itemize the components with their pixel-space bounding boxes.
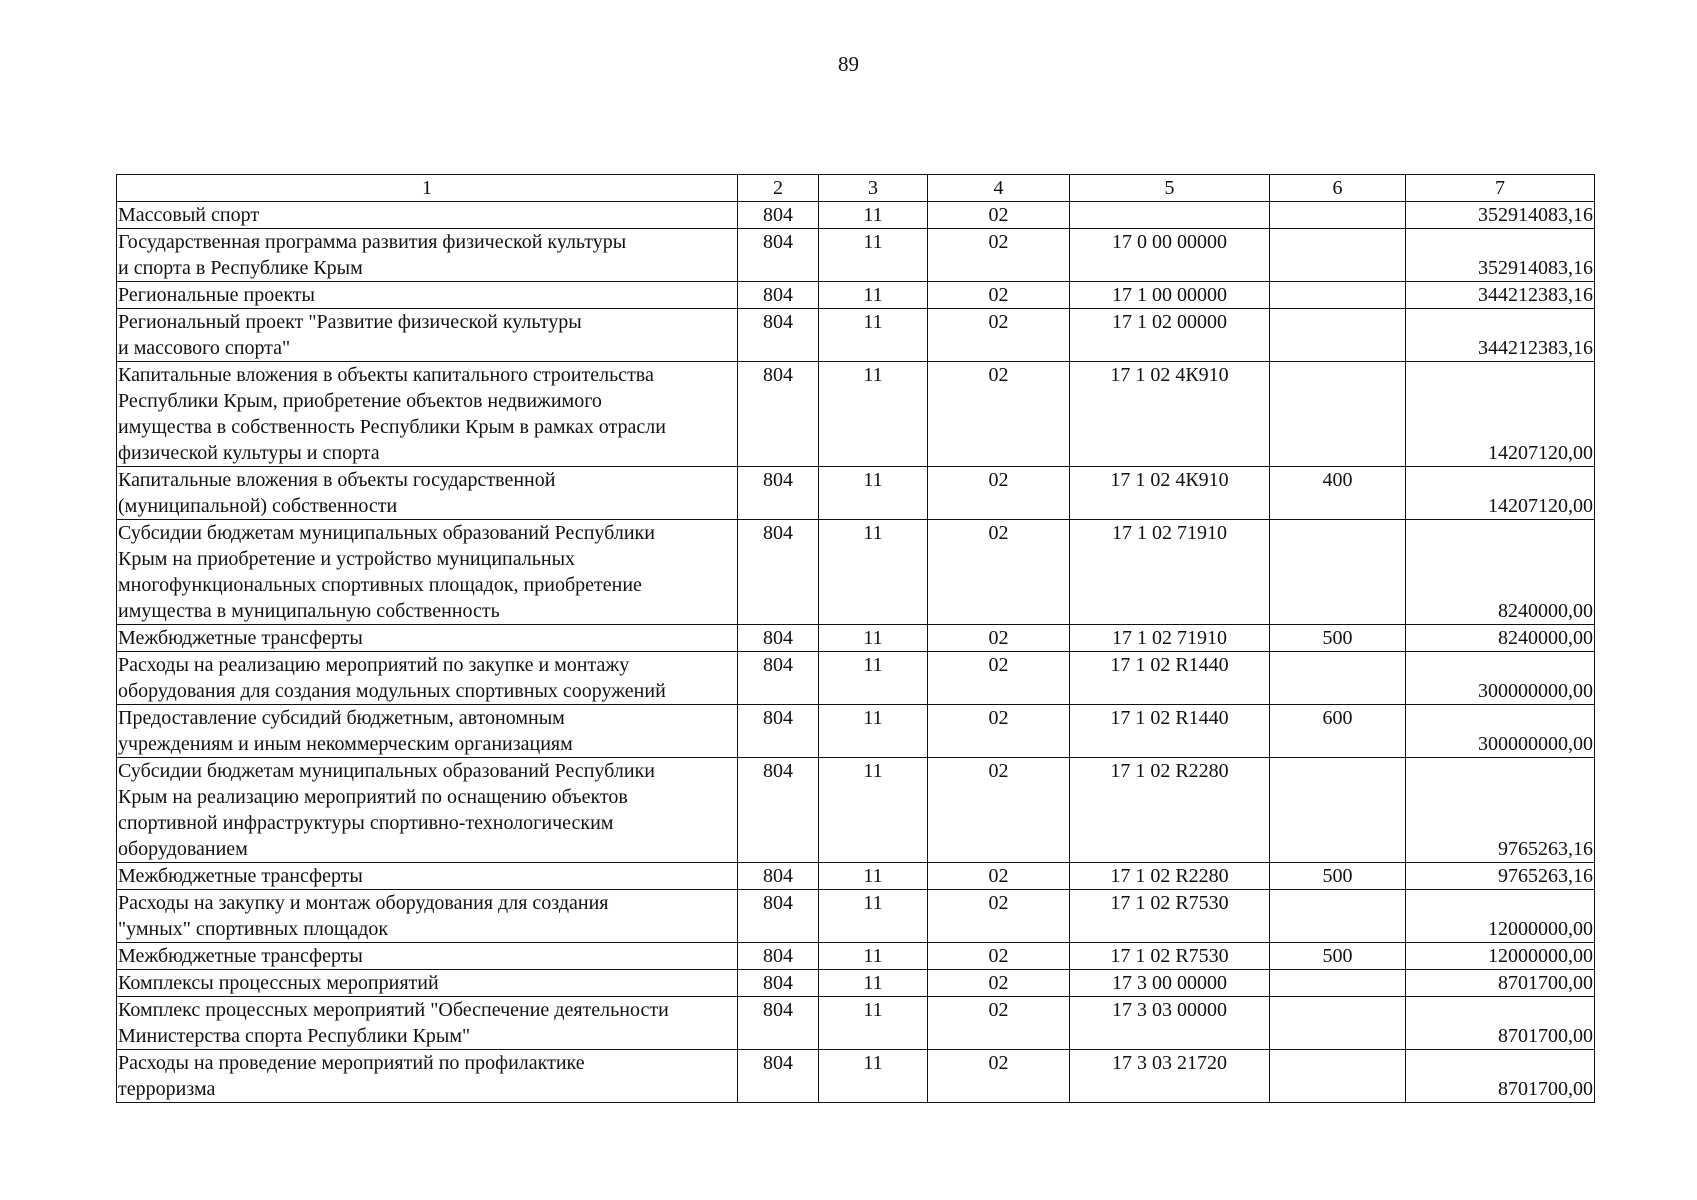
expense-name-cell: Субсидии бюджетам муниципальных образований Республики Крым на реализацию мероприятий по оснащению объектов спортивной инфраструктуры спортивно-технологическим оборудованием <box>117 758 738 863</box>
subsection-code-cell: 02 <box>928 309 1070 362</box>
expense-name-cell: Расходы на закупку и монтаж оборудования для создания "умных" спортивных площадок <box>117 890 738 943</box>
expense-name-cell: Межбюджетные трансферты <box>117 863 738 890</box>
target-article-cell: 17 1 02 R7530 <box>1070 890 1270 943</box>
ministry-code-cell: 804 <box>738 625 819 652</box>
table-row <box>117 625 1595 652</box>
amount-cell: 8701700,00 <box>1406 997 1595 1050</box>
ministry-code-cell: 804 <box>738 943 819 970</box>
ministry-code-cell: 804 <box>738 970 819 997</box>
expense-type-cell <box>1270 202 1406 229</box>
amount-cell: 9765263,16 <box>1406 863 1595 890</box>
amount-cell: 8240000,00 <box>1406 520 1595 625</box>
section-code-cell: 11 <box>819 652 928 705</box>
target-article-cell: 17 3 00 00000 <box>1070 970 1270 997</box>
amount-cell: 8701700,00 <box>1406 970 1595 997</box>
expense-type-cell: 600 <box>1270 705 1406 758</box>
ministry-code-cell: 804 <box>738 890 819 943</box>
expense-name-cell: Комплекс процессных мероприятий "Обеспечение деятельности Министерства спорта Республики Крым" <box>117 997 738 1050</box>
expense-name-cell: Государственная программа развития физической культуры и спорта в Республике Крым <box>117 229 738 282</box>
subsection-code-cell: 02 <box>928 997 1070 1050</box>
amount-cell: 14207120,00 <box>1406 362 1595 467</box>
amount-cell: 352914083,16 <box>1406 202 1595 229</box>
subsection-code-cell: 02 <box>928 758 1070 863</box>
table-row <box>117 229 1595 282</box>
budget-table <box>116 174 1595 1103</box>
section-code-cell: 11 <box>819 1050 928 1103</box>
section-code-cell: 11 <box>819 309 928 362</box>
subsection-code-cell: 02 <box>928 943 1070 970</box>
expense-type-cell <box>1270 997 1406 1050</box>
table-body <box>117 202 1595 1103</box>
expense-type-cell <box>1270 229 1406 282</box>
expense-type-cell <box>1270 758 1406 863</box>
target-article-cell <box>1070 202 1270 229</box>
expense-name-cell: Комплексы процессных мероприятий <box>117 970 738 997</box>
target-article-cell: 17 1 02 R2280 <box>1070 863 1270 890</box>
ministry-code-cell: 804 <box>738 652 819 705</box>
section-code-cell: 11 <box>819 362 928 467</box>
subsection-code-cell: 02 <box>928 282 1070 309</box>
target-article-cell: 17 1 02 00000 <box>1070 309 1270 362</box>
subsection-code-cell: 02 <box>928 1050 1070 1103</box>
ministry-code-cell: 804 <box>738 758 819 863</box>
amount-cell: 12000000,00 <box>1406 890 1595 943</box>
ministry-code-cell: 804 <box>738 467 819 520</box>
ministry-code-cell: 804 <box>738 309 819 362</box>
ministry-code-cell: 804 <box>738 705 819 758</box>
amount-cell: 8701700,00 <box>1406 1050 1595 1103</box>
target-article-cell: 17 1 02 4К910 <box>1070 467 1270 520</box>
column-header-6: 6 <box>1270 175 1406 202</box>
expense-name-cell: Капитальные вложения в объекты государственной (муниципальной) собственности <box>117 467 738 520</box>
section-code-cell: 11 <box>819 625 928 652</box>
subsection-code-cell: 02 <box>928 890 1070 943</box>
column-header-7: 7 <box>1406 175 1595 202</box>
amount-cell: 300000000,00 <box>1406 705 1595 758</box>
target-article-cell: 17 0 00 00000 <box>1070 229 1270 282</box>
amount-cell: 14207120,00 <box>1406 467 1595 520</box>
target-article-cell: 17 1 02 R7530 <box>1070 943 1270 970</box>
subsection-code-cell: 02 <box>928 863 1070 890</box>
target-article-cell: 17 1 02 R1440 <box>1070 705 1270 758</box>
expense-type-cell: 500 <box>1270 625 1406 652</box>
section-code-cell: 11 <box>819 705 928 758</box>
page-number: 89 <box>838 52 859 76</box>
table-row <box>117 1050 1595 1103</box>
section-code-cell: 11 <box>819 997 928 1050</box>
table-row <box>117 863 1595 890</box>
expense-type-cell <box>1270 970 1406 997</box>
expense-type-cell <box>1270 652 1406 705</box>
subsection-code-cell: 02 <box>928 362 1070 467</box>
expense-type-cell <box>1270 890 1406 943</box>
expense-name-cell: Расходы на реализацию мероприятий по закупке и монтажу оборудования для создания модульных спортивных сооружений <box>117 652 738 705</box>
table-row <box>117 970 1595 997</box>
expense-name-cell: Межбюджетные трансферты <box>117 625 738 652</box>
target-article-cell: 17 3 03 21720 <box>1070 1050 1270 1103</box>
column-header-5: 5 <box>1070 175 1270 202</box>
column-header-3: 3 <box>819 175 928 202</box>
ministry-code-cell: 804 <box>738 229 819 282</box>
amount-cell: 344212383,16 <box>1406 282 1595 309</box>
expense-name-cell: Субсидии бюджетам муниципальных образований Республики Крым на приобретение и устройство муниципальных многофункциональных спортивных площадок, приобретение имущества в муниципальную собственность <box>117 520 738 625</box>
expense-name-cell: Массовый спорт <box>117 202 738 229</box>
subsection-code-cell: 02 <box>928 467 1070 520</box>
table-row <box>117 652 1595 705</box>
table-row <box>117 202 1595 229</box>
ministry-code-cell: 804 <box>738 282 819 309</box>
section-code-cell: 11 <box>819 758 928 863</box>
target-article-cell: 17 1 02 R2280 <box>1070 758 1270 863</box>
table-row <box>117 943 1595 970</box>
table-row <box>117 705 1595 758</box>
table-row <box>117 362 1595 467</box>
target-article-cell: 17 1 02 4К910 <box>1070 362 1270 467</box>
section-code-cell: 11 <box>819 467 928 520</box>
section-code-cell: 11 <box>819 943 928 970</box>
expense-name-cell: Региональные проекты <box>117 282 738 309</box>
expense-name-cell: Расходы на проведение мероприятий по профилактике терроризма <box>117 1050 738 1103</box>
table-row <box>117 758 1595 863</box>
expense-type-cell <box>1270 362 1406 467</box>
target-article-cell: 17 3 03 00000 <box>1070 997 1270 1050</box>
section-code-cell: 11 <box>819 202 928 229</box>
table-row <box>117 890 1595 943</box>
ministry-code-cell: 804 <box>738 863 819 890</box>
subsection-code-cell: 02 <box>928 625 1070 652</box>
column-header-4: 4 <box>928 175 1070 202</box>
section-code-cell: 11 <box>819 520 928 625</box>
expense-name-cell: Предоставление субсидий бюджетным, автономным учреждениям и иным некоммерческим организациям <box>117 705 738 758</box>
table-row <box>117 467 1595 520</box>
expense-name-cell: Межбюджетные трансферты <box>117 943 738 970</box>
subsection-code-cell: 02 <box>928 229 1070 282</box>
expense-type-cell <box>1270 282 1406 309</box>
ministry-code-cell: 804 <box>738 520 819 625</box>
table-row <box>117 282 1595 309</box>
expense-type-cell: 500 <box>1270 863 1406 890</box>
subsection-code-cell: 02 <box>928 520 1070 625</box>
subsection-code-cell: 02 <box>928 202 1070 229</box>
column-header-2: 2 <box>738 175 819 202</box>
amount-cell: 300000000,00 <box>1406 652 1595 705</box>
expense-type-cell <box>1270 1050 1406 1103</box>
expense-type-cell: 400 <box>1270 467 1406 520</box>
section-code-cell: 11 <box>819 229 928 282</box>
section-code-cell: 11 <box>819 863 928 890</box>
ministry-code-cell: 804 <box>738 202 819 229</box>
subsection-code-cell: 02 <box>928 970 1070 997</box>
expense-type-cell: 500 <box>1270 943 1406 970</box>
table-row <box>117 309 1595 362</box>
ministry-code-cell: 804 <box>738 1050 819 1103</box>
section-code-cell: 11 <box>819 970 928 997</box>
expense-name-cell: Региональный проект "Развитие физической культуры и массового спорта" <box>117 309 738 362</box>
target-article-cell: 17 1 02 71910 <box>1070 625 1270 652</box>
expense-type-cell <box>1270 520 1406 625</box>
subsection-code-cell: 02 <box>928 705 1070 758</box>
target-article-cell: 17 1 00 00000 <box>1070 282 1270 309</box>
amount-cell: 9765263,16 <box>1406 758 1595 863</box>
amount-cell: 8240000,00 <box>1406 625 1595 652</box>
expense-type-cell <box>1270 309 1406 362</box>
column-header-1: 1 <box>117 175 738 202</box>
expense-name-cell: Капитальные вложения в объекты капитального строительства Республики Крым, приобретение объектов недвижимого имущества в собственность Республики Крым в рамках отрасли физической культуры и спорта <box>117 362 738 467</box>
section-code-cell: 11 <box>819 282 928 309</box>
target-article-cell: 17 1 02 R1440 <box>1070 652 1270 705</box>
subsection-code-cell: 02 <box>928 652 1070 705</box>
table-row <box>117 520 1595 625</box>
header-row <box>117 175 1595 202</box>
amount-cell: 12000000,00 <box>1406 943 1595 970</box>
ministry-code-cell: 804 <box>738 362 819 467</box>
table-row <box>117 997 1595 1050</box>
amount-cell: 344212383,16 <box>1406 309 1595 362</box>
target-article-cell: 17 1 02 71910 <box>1070 520 1270 625</box>
amount-cell: 352914083,16 <box>1406 229 1595 282</box>
section-code-cell: 11 <box>819 890 928 943</box>
ministry-code-cell: 804 <box>738 997 819 1050</box>
